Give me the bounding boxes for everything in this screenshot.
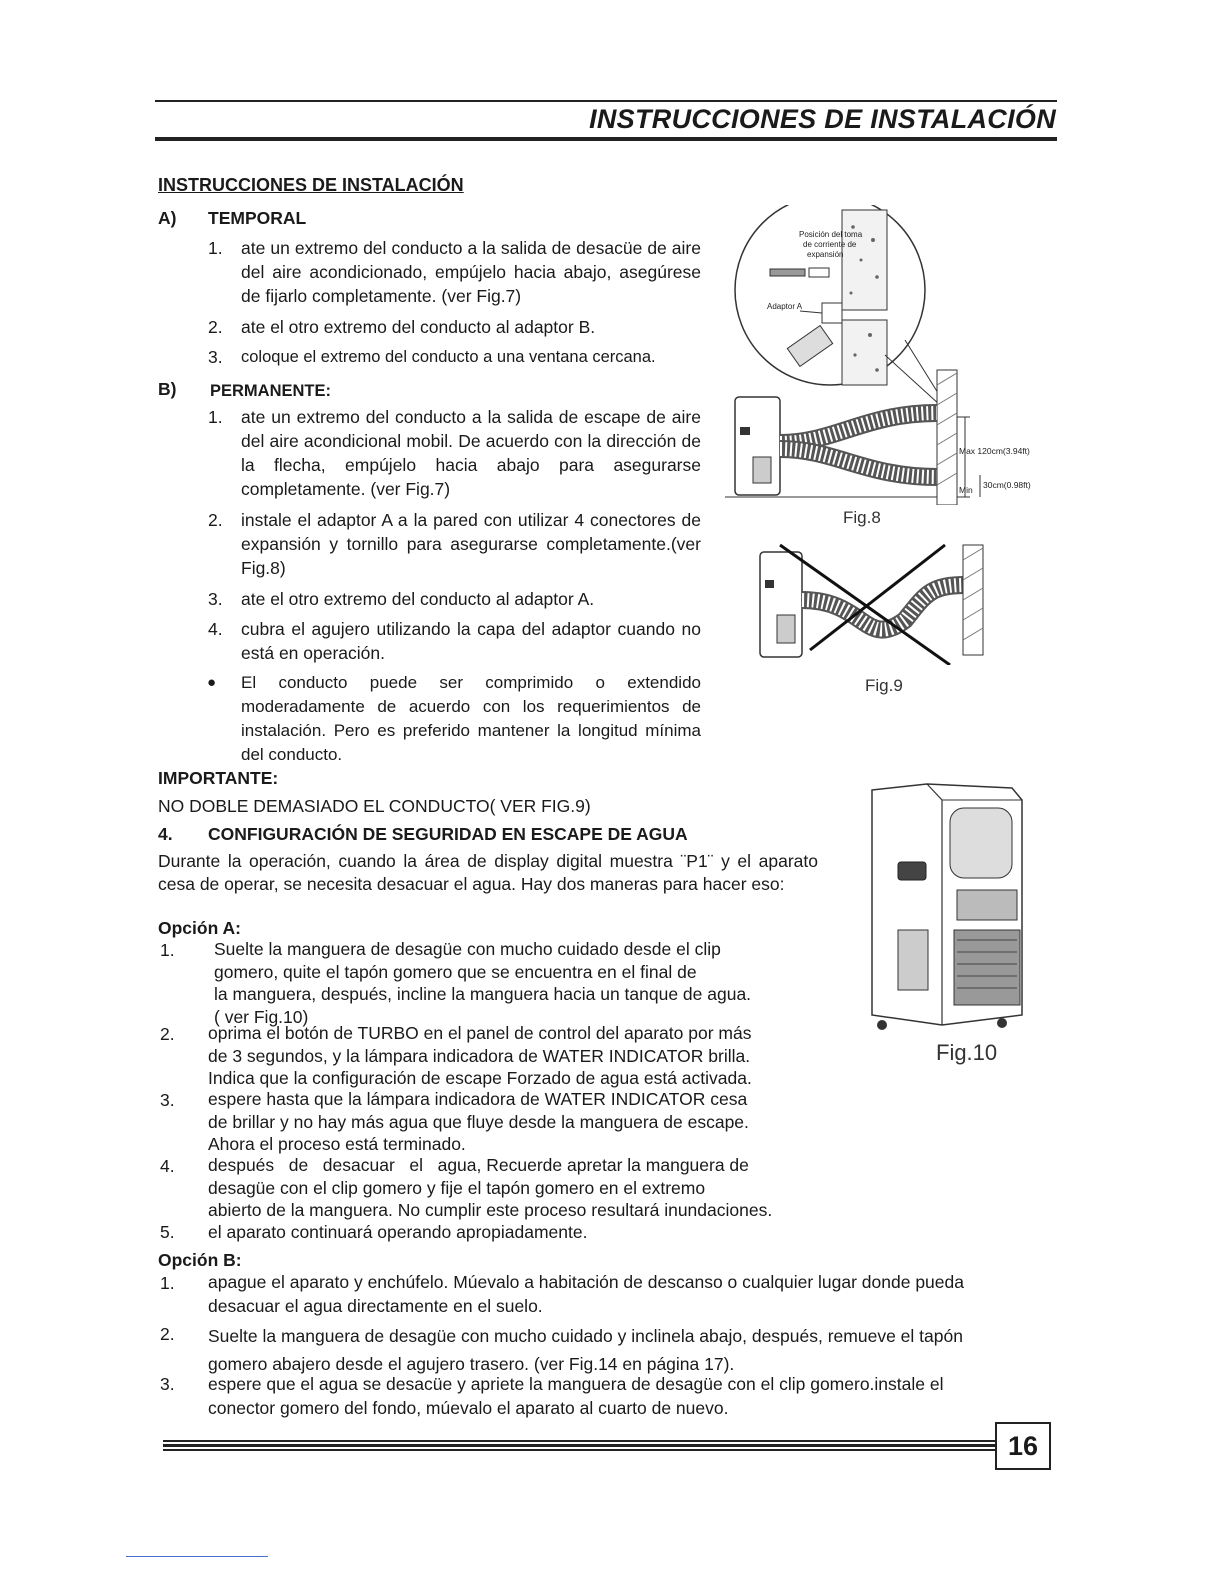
permanente-item-2-num: 2. [208,510,223,530]
opcion-a-item-1-num: 1. [160,940,175,960]
fig10-label: Fig.10 [936,1040,998,1065]
permanente-item-2-text: instale el adaptor A a la pared con utilizar 4 conectores de expansión y tornillo para asegurarse completamente.(ver Fig.8) [241,510,701,578]
opcion-b-item-3-line: conector gomero del fondo, múevalo el aparato al cuarto de nuevo. [208,1398,729,1418]
bullet-icon: ● [207,674,217,691]
fig8-callout-position-3: expansión [807,250,844,259]
fig8-max-label: Max 120cm(3.94ft) [959,446,1030,456]
opcion-a-item-5-line: el aparato continuará operando apropiadamente. [208,1222,588,1242]
importante-text: NO DOBLE DEMASIADO EL CONDUCTO( VER FIG.9) [158,796,591,816]
temporal-item-1-text: ate un extremo del conducto a la salida de desacüe de aire del aire acondicionado, empújelo hacia abajo, asegúrese de fijarlo completamente. (ver Fig.7) [241,238,701,306]
temporal-item-3-num: 3. [208,347,223,367]
fig10-ac-handle [898,862,926,880]
fig8-callout-position-2: de corriente de [803,240,857,249]
opcion-a-item-2-line: oprima el botón de TURBO en el panel de control del aparato por más [208,1023,752,1043]
seguridad-num: 4. [158,824,173,844]
opcion-a-item-3-num: 3. [160,1090,175,1110]
fig8-illustration [725,205,1070,505]
importante-title: IMPORTANTE: [158,768,279,788]
opcion-a-item-3-line: de brillar y no hay más agua que fluye desde la manguera de escape. [208,1111,749,1132]
footer-rule [163,1440,995,1442]
permanente-title: PERMANENTE: [210,382,332,400]
opcion-b-item-2-text [208,1322,963,1378]
opcion-b-item-1-text [208,1271,964,1318]
opcion-b-item-2-num: 2. [160,1324,175,1344]
opcion-b-item-1-line: desacuar el agua directamente en el suelo. [208,1295,543,1316]
permanente-item-1-text: ate un extremo del conducto a la salida de escape de aire del aire acondicional mobil. De acuerdo con la dirección de la flecha, empújelo hacia abajo para asegurarse completamente. (ver Fig.7) [241,407,701,499]
opcion-a-item-1-line: gomero, quite el tapón gomero que se encuentra en el final de [214,961,697,982]
permanente-item-3-num: 3. [208,589,223,609]
fig9-label: Fig.9 [865,676,903,695]
fig8-anchor-icon [809,268,829,277]
fig8-wall-upper [842,210,887,310]
footer-link-underline [126,1556,268,1557]
fig8-wall [937,370,957,505]
fig10-ac-side-grille [898,930,928,990]
fig8-pointer-line [885,355,940,405]
opcion-a-item-4-text [208,1154,772,1222]
seguridad-intro: Durante la operación, cuando la área de display digital muestra ¨P1¨ y el aparato cesa de operar, se necesita desacuar el agua. Hay dos maneras para hacer eso: [158,851,818,894]
fig8-ac-grille [753,457,771,483]
fig8-label: Fig.8 [843,508,881,527]
temporal-item-1-num: 1. [208,238,223,258]
bullet-text: El conducto puede ser comprimido o extendido moderadamente de acuerdo con los requerimientos de instalación. Pero es preferido mantener la longitud mínima del conducto. [241,673,701,764]
opcion-a-item-2-num: 2. [160,1024,175,1044]
opcion-a-item-1-line: Suelte la manguera de desagüe con mucho cuidado desde el clip [214,939,721,959]
opcion-b-item-1-line: apague el aparato y enchúfelo. Múevalo a habitación de descanso o cualquier lugar donde pueda [208,1272,964,1292]
fig9-ac-grille [777,615,795,643]
opcion-a-item-3-line: Ahora el proceso está terminado. [208,1134,466,1155]
opcion-b-item-3-line: espere que el agua se desacüe y apriete la manguera de desagüe con el clip gomero.instale el [208,1374,944,1394]
opcion-b-title: Opción B: [158,1250,242,1270]
opcion-a-item-4-line: después de desacuar el agua, Recuerde apretar la manguera de [208,1155,749,1175]
opcion-b-item-3-num: 3. [160,1374,175,1394]
footer-rules [163,1440,995,1453]
opcion-b-item-2-line: gomero abajero desde el agujero trasero. (ver Fig.14 en página 17). [208,1354,735,1374]
header-title: INSTRUCCIONES DE INSTALACIÓN [589,104,1056,134]
permanente-item-3-text: ate el otro extremo del conducto al adaptor A. [241,589,595,609]
footer-rule [163,1449,995,1451]
fig8-callout-position-1: Posición del toma [799,230,863,239]
opcion-a-item-2-text [208,1022,752,1090]
opcion-a-item-4-num: 4. [160,1156,175,1176]
opcion-a-item-3-text [208,1088,749,1156]
fig9-illustration [755,540,990,665]
fig10-wheel [997,1018,1007,1028]
fig8-min-label: Min [959,485,973,495]
temporal-item-2-num: 2. [208,317,223,337]
fig10-wheel [877,1020,887,1030]
permanente-item-4-num: 4. [208,619,223,639]
footer-rule [163,1444,995,1447]
temporal-item-2-text: ate el otro extremo del conducto al adaptor B. [241,317,596,337]
permanente-item-1-num: 1. [208,407,223,427]
temporal-title: TEMPORAL [208,208,307,228]
opcion-b-item-3-text [208,1372,944,1420]
fig8-callout-adaptor: Adaptor A [767,302,803,311]
opcion-a-item-2-line: de 3 segundos, y la lámpara indicadora de WATER INDICATOR brilla. [208,1045,751,1066]
temporal-marker: A) [158,208,177,228]
opcion-a-item-5-text [208,1220,587,1244]
opcion-a-item-3-line: espere hasta que la lámpara indicadora de WATER INDICATOR cesa [208,1089,748,1109]
opcion-b-item-2-line: Suelte la manguera de desagüe con mucho cuidado y inclinela abajo, después, remueve el tapón [208,1326,963,1346]
fig9-ac-panel [765,580,774,588]
opcion-b-item-1-num: 1. [160,1273,175,1293]
temporal-item-3-text: coloque el extremo del conducto a una ventana cercana. [241,348,656,366]
fig10-illustration [862,780,1032,1030]
fig10-ac-filter [957,890,1017,920]
page-number: 16 [995,1422,1051,1470]
fig8-screw-icon [770,269,805,276]
header-rule-thick [155,137,1057,141]
opcion-a-item-1-text [214,938,751,1028]
opcion-a-title: Opción A: [158,918,241,938]
fig8-ac-panel [740,427,750,435]
fig10-ac-panel [950,808,1012,878]
opcion-a-item-5-num: 5. [160,1222,175,1242]
seguridad-title: CONFIGURACIÓN DE SEGURIDAD EN ESCAPE DE AGUA [208,824,688,844]
opcion-a-item-1-line: ( ver Fig.10) [214,1006,309,1027]
header-rule-thin [155,100,1057,102]
fig8-min-value: 30cm(0.98ft) [983,480,1031,490]
opcion-a-item-2-line: Indica que la configuración de escape Forzado de agua está activada. [208,1068,752,1089]
opcion-a-item-4-line: abierto de la manguera. No cumplir este proceso resultará inundaciones. [208,1200,773,1221]
fig8-wall-lower [842,320,887,385]
opcion-a-item-4-line: desagüe con el clip gomero y fije el tapón gomero en el extremo [208,1177,706,1198]
permanente-item-4-text: cubra el agujero utilizando la capa del adaptor cuando no está en operación. [241,619,701,663]
permanente-marker: B) [158,379,177,399]
opcion-a-item-1-line: la manguera, después, incline la manguera hacia un tanque de agua. [214,984,752,1005]
section-title: INSTRUCCIONES DE INSTALACIÓN [158,175,464,195]
fig10-ac-grille-lower [954,930,1020,1005]
fig8-adaptor-box [822,303,842,323]
